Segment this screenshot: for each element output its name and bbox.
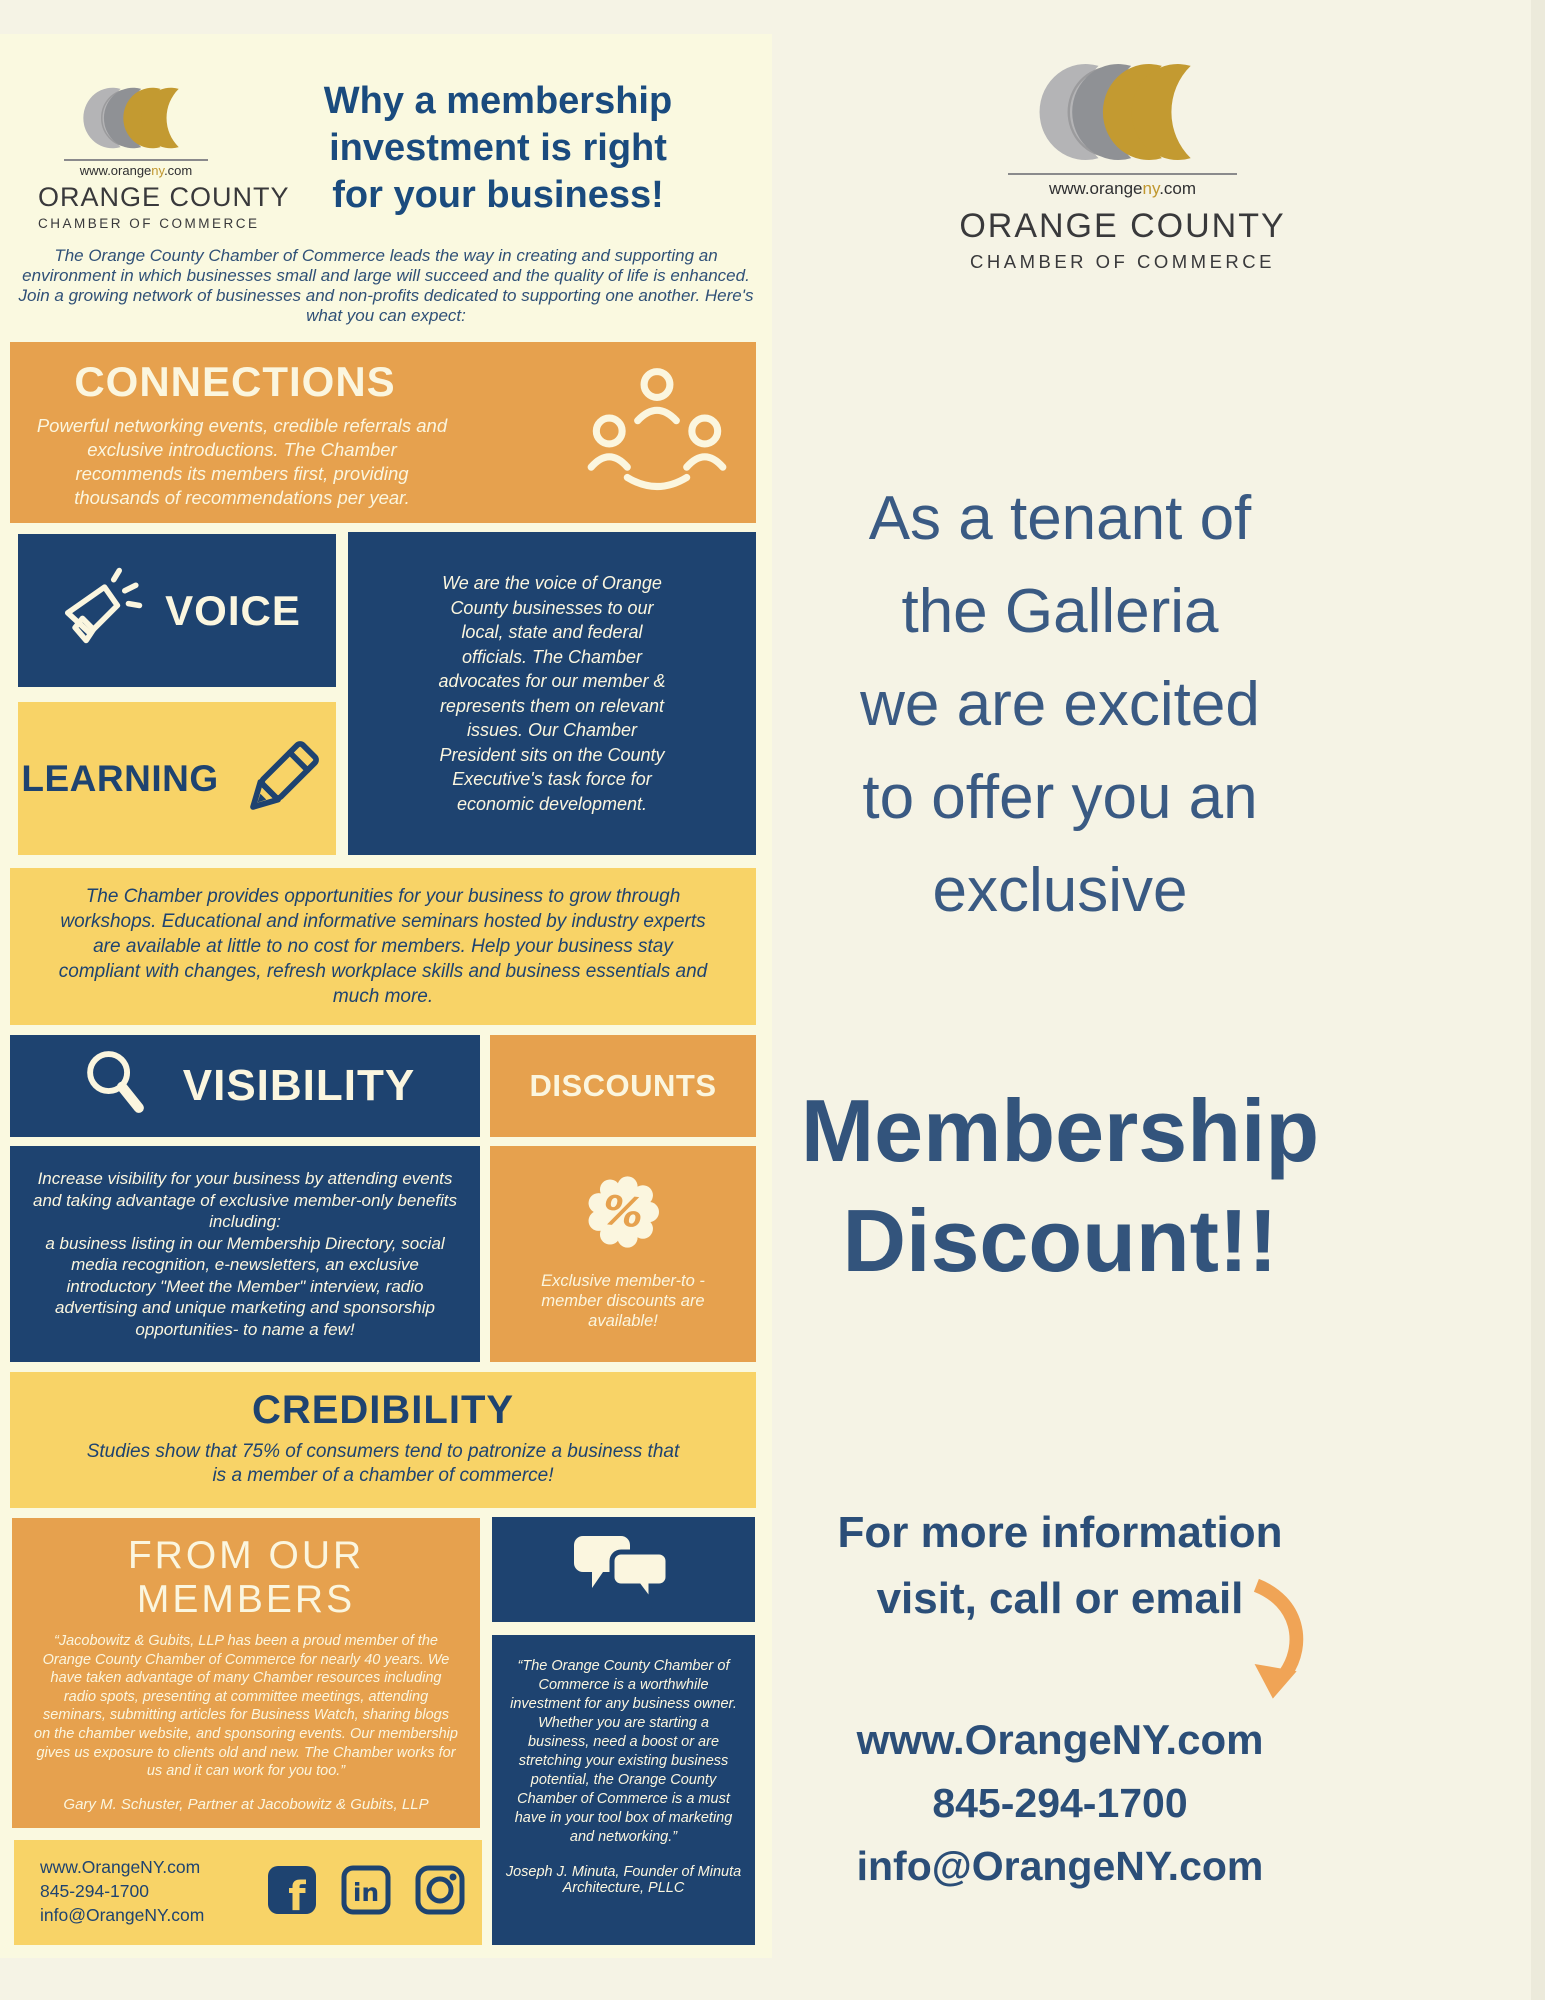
logo-url: www.orangeny.com [64,159,208,178]
pencil-icon [229,727,333,831]
social-icons [266,1864,466,1916]
chat-icon-block [492,1517,755,1622]
discounts-title: DISCOUNTS [529,1068,717,1103]
testimonial-quote: “The Orange County Chamber of Commerce is a worthwhile investment for any business owner. Whether you are starting a business, need a boost or are stretching your existing business potential, the Orange County Chamber of Commerce is a must have in your tool box of marketing and networking.” [510,1658,737,1845]
credibility-body: Studies show that 75% of consumers tend to patronize a business that is a member of a chamber of commerce! [86,1441,680,1486]
voice-body-section [348,532,756,855]
logo-name: ORANGE COUNTY [959,207,1286,245]
logo-url: www.orangeny.com [1008,173,1237,199]
right-edge-strip [1531,0,1545,2000]
contact-email: info@OrangeNY.com [40,1905,205,1925]
visibility-body-section [10,1146,480,1362]
visibility-section [10,1035,480,1137]
intro-paragraph: The Orange County Chamber of Commerce leads the way in creating and supporting an environment in which businesses small and large will succeed and the quality of life is enhanced. Join a growing network of businesses and non-profits dedicated to supporting one another. Here's what you can expect: [18,246,754,325]
curved-arrow-icon [1243,1578,1321,1706]
discounts-body: Exclusive member-to -member discounts are available! [541,1272,705,1330]
credibility-title: CREDIBILITY [251,1388,515,1432]
logo-name: ORANGE COUNTY [38,182,290,212]
membership-discount-headline: Membership Discount!! [800,1081,1320,1290]
logo-subtitle: CHAMBER OF COMMERCE [38,216,260,231]
connections-section [10,342,756,523]
testimonial-section [492,1635,755,1945]
learning-body: The Chamber provides opportunities for your business to grow through workshops. Educational and informative seminars hosted by industry experts are available at little to no cost for members. Help your business stay compliant with changes, refresh workplace skills and business essentials and much more. [58,886,708,1007]
visibility-body: Increase visibility for your business by attending events and taking advantage of exclusive member-only benefits including: a business listing in our Membership Directory, social media recognition, e-newsletters, an exclusive introductory "Meet the Member" interview, radio advertising and unique marketing and sponsorship opportunities- to name a few! [33,1169,457,1339]
logo-subtitle: CHAMBER OF COMMERCE [970,251,1275,272]
tagline: As a tenant of the Galleria we are excited to offer you an exclusive [860,484,1260,925]
svg-text:f: f [288,1874,306,1916]
chamber-crescents-icon [83,84,189,152]
testimonial-attribution: Joseph J. Minuta, Founder of Minuta Architecture, PLLC [505,1864,742,1896]
learning-title: LEARNING [21,757,219,799]
members-quote: “Jacobowitz & Gubits, LLP has been a proud member of the Orange County Chamber of Commerce for nearly 40 years. We have taken advantage of many Chamber resources including radio spots, presenting at committee meetings, attending seminars, submitting articles for Business Watch, sharing blogs on the chamber website, and sponsoring events. Our membership gives us exposure to clients old and new. The Chamber works for us and it can work for you too.” [34,1633,458,1780]
contact-section-right [770,1708,1350,1898]
contact-phone: 845-294-1700 [40,1881,149,1901]
svg-text:in: in [352,1878,380,1907]
learning-body-section [10,868,756,1025]
percent-badge-icon [575,1164,671,1260]
contact-lines [40,1855,204,1927]
discounts-section [490,1035,756,1137]
magnifier-icon [75,1044,159,1128]
chat-bubbles-icon [568,1530,680,1610]
contact-website: www.OrangeNY.com [856,1716,1264,1763]
discounts-body-section [490,1146,756,1362]
megaphone-icon [53,565,145,657]
facebook-icon [266,1864,318,1916]
voice-section [18,534,336,687]
contact-website: www.OrangeNY.com [40,1857,201,1877]
members-attribution: Gary M. Schuster, Partner at Jacobowitz & Gubits, LLP [63,1795,429,1813]
chamber-logo-left [38,84,290,231]
members-title: FROM OUR MEMBERS [127,1534,365,1621]
instagram-icon [414,1864,466,1916]
people-network-icon [586,360,728,502]
connections-title: CONNECTIONS [74,358,396,405]
connections-body: Powerful networking events, credible referrals and exclusive introductions. The Chamber recommends its members first, providing thousands of recommendations per year. [36,415,448,508]
learning-section [18,702,336,855]
contact-section-left [14,1840,482,1945]
chamber-logo-right [950,60,1295,273]
voice-title: VOICE [165,586,301,634]
cta-text: For more information visit, call or email [837,1508,1283,1623]
linkedin-icon [340,1864,392,1916]
voice-body: We are the voice of Orange County businesses to our local, state and federal officials. The Chamber advocates for our member & represents them on relevant issues. Our Chamber President sits on the County Executive's task force for economic development. [438,573,666,814]
chamber-crescents-icon [1039,60,1207,164]
visibility-title: VISIBILITY [182,1061,416,1110]
members-section [12,1518,480,1828]
contact-email: info@OrangeNY.com [856,1843,1264,1889]
svg-text:%: % [600,1186,646,1238]
credibility-section [10,1372,756,1508]
page-title: Why a membership investment is right for your business! [323,80,673,216]
contact-phone: 845-294-1700 [932,1780,1188,1826]
